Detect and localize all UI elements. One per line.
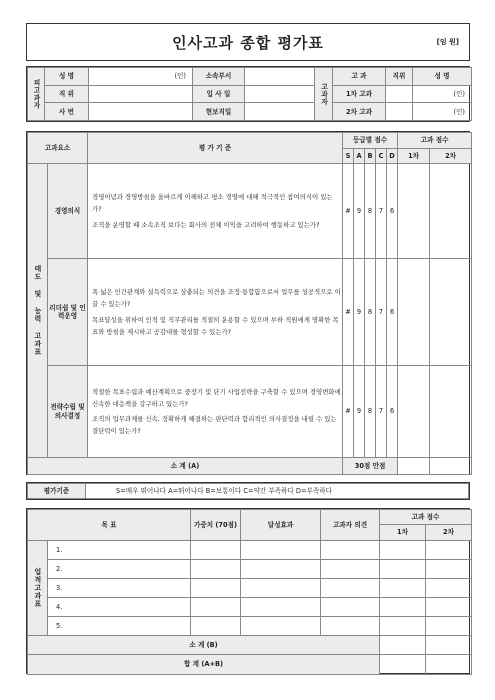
dept-field[interactable] bbox=[245, 68, 315, 86]
opinion-cell[interactable] bbox=[321, 598, 380, 617]
grade-score: 9 bbox=[354, 164, 365, 259]
effect-cell[interactable] bbox=[241, 579, 321, 598]
weight-cell[interactable] bbox=[191, 579, 241, 598]
grade-score: 7 bbox=[376, 366, 387, 458]
weight-cell[interactable] bbox=[191, 560, 241, 579]
rater-pos-label: 직위 bbox=[386, 68, 413, 86]
position-field[interactable] bbox=[89, 85, 193, 103]
grade-label: A bbox=[354, 149, 365, 164]
grade-score: 6 bbox=[387, 366, 398, 458]
opinion-header: 고과자 의견 bbox=[321, 510, 380, 541]
criteria-text: 적절한 목표수립과 예산계획으로 중장기 및 단기 사업전략을 구축할 수 있으며 경영변화에 신속한 대응책을 강구하고 있는가? bbox=[92, 387, 341, 408]
grade-score: 7 bbox=[376, 164, 387, 259]
grade-score: # bbox=[343, 164, 354, 259]
seal-mark: (인) bbox=[174, 72, 186, 81]
empno-label: 사 번 bbox=[45, 103, 89, 121]
criteria-header: 평 가 기 준 bbox=[88, 133, 343, 164]
grade-header: 등급별 점수 bbox=[343, 133, 398, 149]
round-label: 1차 bbox=[398, 149, 430, 164]
second-rater-name[interactable] bbox=[413, 103, 472, 121]
grade-score: 7 bbox=[376, 259, 387, 366]
score-1st-cell[interactable] bbox=[380, 598, 426, 617]
grade-label: C bbox=[376, 149, 387, 164]
category-label: 태도 및 능력 고과표 bbox=[28, 164, 48, 458]
round-label: 2차 bbox=[426, 525, 472, 541]
second-rater-label: 2차 고과 bbox=[333, 103, 386, 121]
score-1st-cell[interactable] bbox=[380, 617, 426, 636]
grade-score: 8 bbox=[365, 366, 376, 458]
goal-row-label[interactable]: 5. bbox=[48, 617, 191, 636]
grade-score: 6 bbox=[387, 164, 398, 259]
first-rater-pos[interactable] bbox=[386, 85, 413, 103]
rater-label: 고과자 bbox=[315, 68, 333, 121]
subtotal-b-1st[interactable] bbox=[380, 636, 426, 655]
goal-row-label[interactable]: 4. bbox=[48, 598, 191, 617]
score-2nd-cell[interactable] bbox=[426, 579, 472, 598]
grade-score: # bbox=[343, 259, 354, 366]
eval-table bbox=[26, 131, 470, 475]
element-name: 경영의식 bbox=[48, 164, 88, 259]
subtotal-a-1st[interactable] bbox=[398, 458, 430, 475]
score-1st-cell[interactable] bbox=[380, 579, 426, 598]
perf-category-label: 업적고과표 bbox=[28, 541, 48, 636]
score-input-1st[interactable] bbox=[398, 259, 430, 366]
name-field[interactable] bbox=[89, 68, 193, 86]
criteria-cell bbox=[88, 259, 343, 366]
subtotal-a-2nd[interactable] bbox=[430, 458, 472, 475]
goal-row-label[interactable]: 3. bbox=[48, 579, 191, 598]
element-name: 리더쉽 및 인력운영 bbox=[48, 259, 88, 366]
subtotal-b-2nd[interactable] bbox=[426, 636, 472, 655]
rank-badge: [임 원] bbox=[436, 38, 459, 46]
criteria-text: 조직을 운영할 때 소속조직 보다는 회사의 전체 이익을 고려하여 행동하고 있는가? bbox=[92, 220, 320, 229]
grade-score: # bbox=[343, 366, 354, 458]
info-block bbox=[26, 66, 470, 122]
subtotal-a-max: 30점 만점 bbox=[343, 458, 398, 475]
ratee-label: 피고과자 bbox=[28, 68, 45, 121]
opinion-cell[interactable] bbox=[321, 560, 380, 579]
criteria-cell bbox=[88, 164, 343, 259]
effect-header: 달성효과 bbox=[241, 510, 321, 541]
goal-header: 목 표 bbox=[28, 510, 191, 541]
score-1st-cell[interactable] bbox=[380, 560, 426, 579]
subtotal-a-label: 소 계 (A) bbox=[28, 458, 343, 475]
weight-cell[interactable] bbox=[191, 598, 241, 617]
current-field[interactable] bbox=[245, 103, 315, 121]
grade-label: B bbox=[365, 149, 376, 164]
round-label: 1차 bbox=[380, 525, 426, 541]
score-input-1st[interactable] bbox=[398, 164, 430, 259]
grade-label: D bbox=[387, 149, 398, 164]
effect-cell[interactable] bbox=[241, 617, 321, 636]
score-input-2nd[interactable] bbox=[430, 366, 472, 458]
criteria-cell bbox=[88, 366, 343, 458]
grade-label: S bbox=[343, 149, 354, 164]
dept-label: 소속부서 bbox=[193, 68, 245, 86]
effect-cell[interactable] bbox=[241, 560, 321, 579]
standard-label: 평가기준 bbox=[28, 484, 86, 499]
seal-mark: (인) bbox=[453, 89, 465, 98]
weight-cell[interactable] bbox=[191, 541, 241, 560]
position-label: 직 위 bbox=[45, 85, 89, 103]
effect-cell[interactable] bbox=[241, 598, 321, 617]
score-2nd-cell[interactable] bbox=[426, 560, 472, 579]
score-input-2nd[interactable] bbox=[430, 259, 472, 366]
grade-score: 9 bbox=[354, 366, 365, 458]
weight-header: 가중치 (70점) bbox=[191, 510, 241, 541]
second-rater-pos[interactable] bbox=[386, 103, 413, 121]
rater-col-label: 고 과 bbox=[333, 68, 386, 86]
criteria-text: 폭 넓은 인간관계와 설득력으로 상충되는 의견을 조정·통합함으로서 업무를 성공적으로 이끌 수 있는가? bbox=[92, 288, 341, 309]
join-label: 입 사 일 bbox=[193, 85, 245, 103]
score-input-1st[interactable] bbox=[398, 366, 430, 458]
criteria-text: 경영이념과 경영방침을 올바르게 이해하고 평소 경영에 대해 적극적인 참여의식이 있는가? bbox=[92, 193, 333, 214]
score-header: 고과 점수 bbox=[398, 133, 472, 149]
score-2nd-cell[interactable] bbox=[426, 541, 472, 560]
element-header: 고과요소 bbox=[28, 133, 88, 164]
element-name: 전략수립 및 의사결정 bbox=[48, 366, 88, 458]
grade-score: 6 bbox=[387, 259, 398, 366]
score-1st-cell[interactable] bbox=[380, 541, 426, 560]
effect-cell[interactable] bbox=[241, 541, 321, 560]
rater-name-label: 성 명 bbox=[413, 68, 472, 86]
opinion-cell[interactable] bbox=[321, 541, 380, 560]
standard-row bbox=[26, 482, 470, 500]
empno-field[interactable] bbox=[89, 103, 193, 121]
title-box bbox=[26, 23, 470, 61]
total-2nd[interactable] bbox=[426, 655, 472, 675]
grade-score: 8 bbox=[365, 164, 376, 259]
criteria-text: 목표달성을 위하여 인적 및 직무관리를 적절히 운용할 수 있으며 부하 직원에게 명확한 목표와 방침을 제시하고 공감대를 형성할 수 있는가? bbox=[92, 315, 339, 336]
grade-score: 8 bbox=[365, 259, 376, 366]
weight-cell[interactable] bbox=[191, 617, 241, 636]
grade-score: 9 bbox=[354, 259, 365, 366]
perf-score-header: 고과 점수 bbox=[380, 510, 472, 525]
page-title: 인사고과 종합 평가표 bbox=[172, 33, 324, 52]
name-label: 성 명 bbox=[45, 68, 89, 86]
total-1st[interactable] bbox=[380, 655, 426, 675]
standard-text: S=매우 뛰어나다 A=뛰어나다 B=보통이다 C=약간 부족하다 D=부족하다 bbox=[86, 484, 469, 499]
first-rater-label: 1차 고과 bbox=[333, 85, 386, 103]
first-rater-name[interactable] bbox=[413, 85, 472, 103]
criteria-text: 조직의 업무과제를 신속, 정확하게 해결하는 판단력과 합리적인 의사결정을 내릴 수 있는 결단력이 있는가? bbox=[92, 415, 337, 436]
score-2nd-cell[interactable] bbox=[426, 617, 472, 636]
goal-row-label[interactable]: 2. bbox=[48, 560, 191, 579]
round-label: 2차 bbox=[430, 149, 472, 164]
score-input-2nd[interactable] bbox=[430, 164, 472, 259]
opinion-cell[interactable] bbox=[321, 579, 380, 598]
seal-mark: (인) bbox=[453, 107, 465, 116]
subtotal-b-label: 소 계 (B) bbox=[28, 636, 380, 655]
join-field[interactable] bbox=[245, 85, 315, 103]
score-2nd-cell[interactable] bbox=[426, 598, 472, 617]
current-label: 현보직일 bbox=[193, 103, 245, 121]
perf-table bbox=[26, 508, 470, 674]
total-label: 합 계 (A+B) bbox=[28, 655, 380, 675]
goal-row-label[interactable]: 1. bbox=[48, 541, 191, 560]
opinion-cell[interactable] bbox=[321, 617, 380, 636]
